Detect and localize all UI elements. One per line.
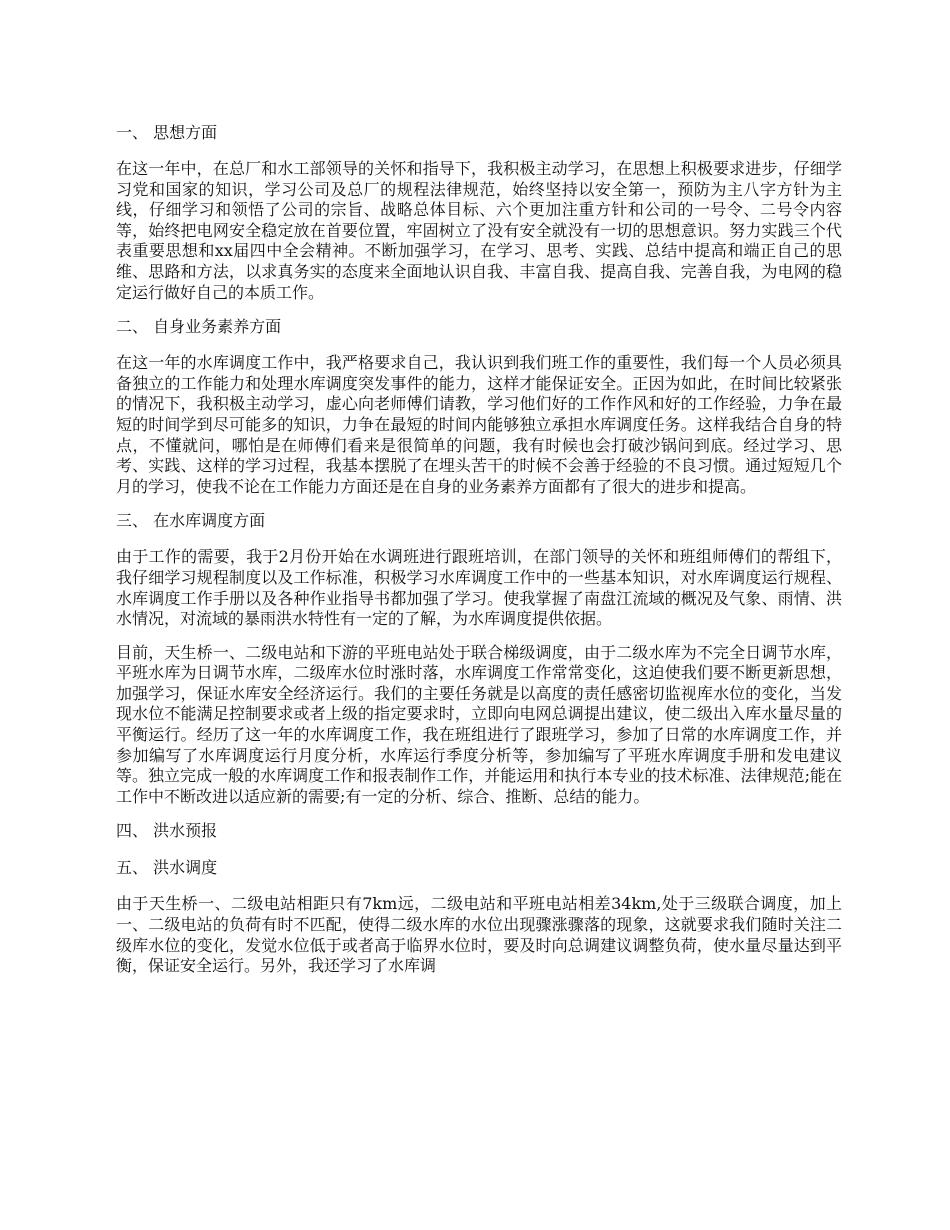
- section-2-paragraph-1: 在这一年的水库调度工作中，我严格要求自己，我认识到我们班工作的重要性，我们每一个人员必须具备独立的工作能力和处理水库调度突发事件的能力，这样才能保证安全。正因为如此，在时间比较紧张的情况下，我积极主动学习，虚心向老师傅们请教，学习他们好的工作作风和好的工作经验，力争在最短的时间学到尽可能多的知识，力争在最短的时间内能够独立承担水库调度任务。这样我结合自身的特点，不懂就问，哪怕是在师傅们看来是很简单的问题，我有时候也会打破沙锅问到底。经过学习、思考、实践、这样的学习过程，我基本摆脱了在埋头苦干的时候不会善于经验的不良习惯。通过短短几个月的学习，使我不论在工作能力方面还是在自身的业务素养方面都有了很大的进步和提高。: [116, 353, 842, 496]
- section-heading-5: 五、 洪水调度: [116, 858, 218, 878]
- document-body: [116, 122, 842, 990]
- section-heading-3: 三、 在水库调度方面: [116, 511, 266, 531]
- section-heading-2: 二、 自身业务素养方面: [116, 317, 282, 337]
- section-heading-4: 四、 洪水预报: [116, 821, 218, 841]
- section-1-paragraph-1: 在这一年中，在总厂和水工部领导的关怀和指导下，我积极主动学习，在思想上积极要求进步，仔细学习党和国家的知识，学习公司及总厂的规程法律规范，始终坚持以安全第一，预防为主八字方针为主线，仔细学习和领悟了公司的宗旨、战略总体目标、六个更加注重方针和公司的一号令、二号令内容等，始终把电网安全稳定放在首要位置，牢固树立了没有安全就没有一切的思想意识。努力实践三个代表重要思想和xx届四中全会精神。不断加强学习，在学习、思考、实践、总结中提高和端正自己的思维、思路和方法，以求真务实的态度来全面地认识自我、丰富自我、提高自我、完善自我，为电网的稳定运行做好自己的本质工作。: [116, 159, 842, 302]
- section-heading-1: 一、 思想方面: [116, 123, 218, 142]
- section-5-paragraph-1: 由于天生桥一、二级电站相距只有7km远，二级电站和平班电站相差34km,处于三级联合调度，加上一、二级电站的负荷有时不匹配，使得二级水库的水位出现骤涨骤落的现象，这就要求我们随时关注二级库水位的变化，发觉水位低于或者高于临界水位时，要及时向总调建议调整负荷，使水量尽量达到平衡，保证安全运行。另外，我还学习了水库调: [116, 894, 842, 976]
- section-3-paragraph-2: 目前，天生桥一、二级电站和下游的平班电站处于联合梯级调度，由于二级水库为不完全日调节水库，平班水库为日调节水库，二级库水位时涨时落，水库调度工作常常变化，这迫使我们要不断更新思想，加强学习，保证水库安全经济运行。我们的主要任务就是以高度的责任感密切监视库水位的变化，当发现水位不能满足控制要求或者上级的指定要求时，立即向电网总调提出建议，使二级出入库水量尽量的平衡运行。经历了这一年的水库调度工作，我在班组进行了跟班学习，参加了日常的水库调度工作，并参加编写了水库调度运行月度分析，水库运行季度分析等，参加编写了平班水库调度手册和发电建议等。独立完成一般的水库调度工作和报表制作工作，并能运用和执行本专业的技术标准、法律规范;能在工作中不断改进以适应新的需要;有一定的分析、综合、推断、总结的能力。: [116, 642, 842, 806]
- section-3-paragraph-1: 由于工作的需要，我于2月份开始在水调班进行跟班培训，在部门领导的关怀和班组师傅们的帮组下，我仔细学习规程制度以及工作标准，积极学习水库调度工作中的一些基本知识，对水库调度运行规程、水库调度工作手册以及各种作业指导书都加强了学习。使我掌握了南盘江流域的概况及气象、雨情、洪水情况，对流域的暴雨洪水特性有一定的了解，为水库调度提供依据。: [116, 547, 842, 629]
